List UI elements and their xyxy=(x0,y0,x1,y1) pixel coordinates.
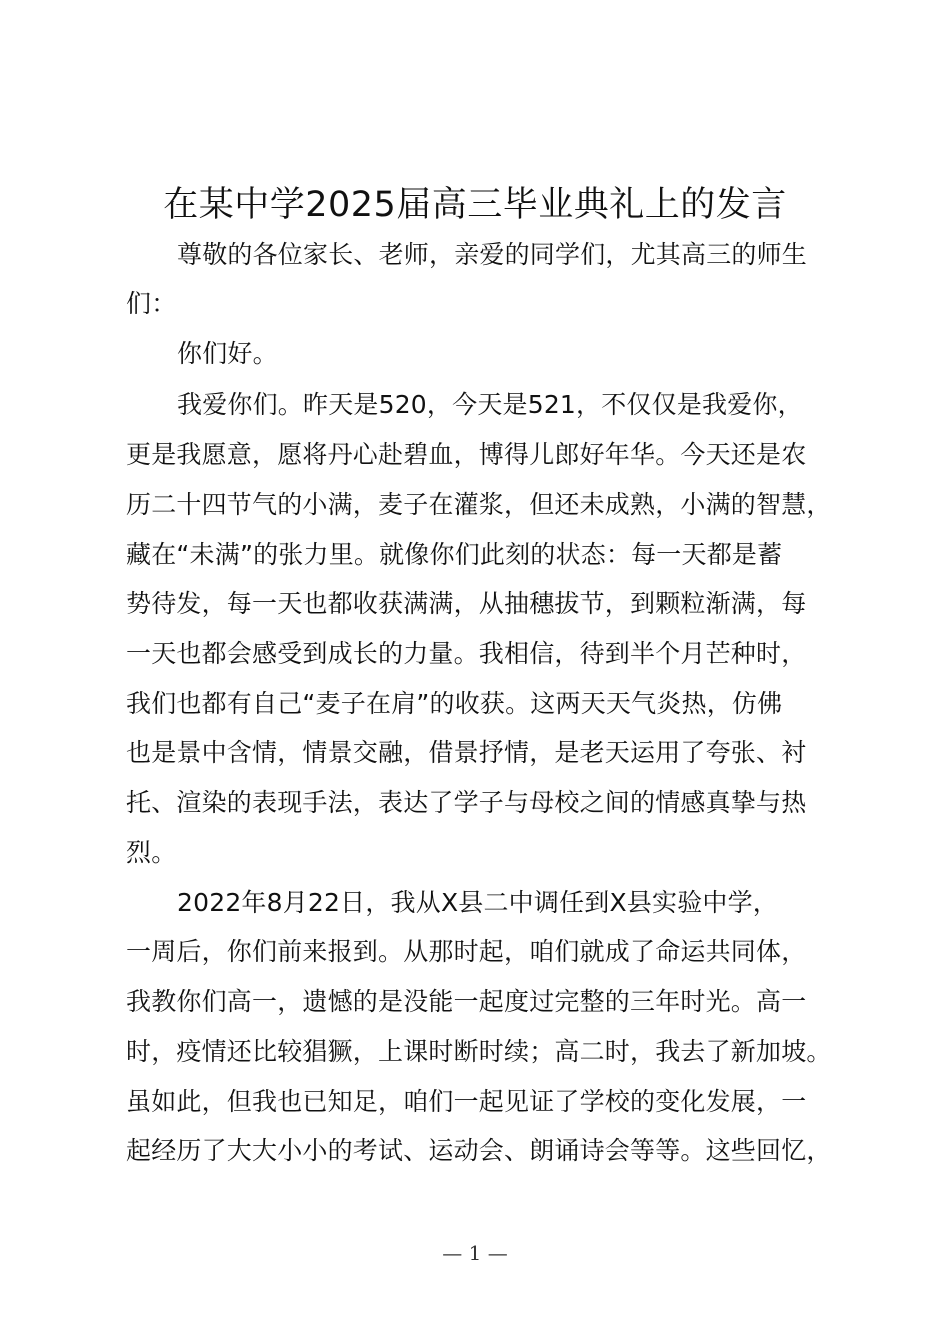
paragraph-line: 我们也都有自己“麦子在肩”的收获。这两天天气炎热，仿佛 xyxy=(126,689,783,718)
paragraph-line: 一周后，你们前来报到。从那时起，咱们就成了命运共同体， xyxy=(126,937,807,966)
paragraph-line: 历二十四节气的小满，麦子在灌浆，但还未成熟，小满的智慧， xyxy=(126,490,832,519)
greeting-line: 你们好。 xyxy=(177,339,278,368)
paragraph-line: 2022年8月22日，我从X县二中调任到X县实验中学， xyxy=(177,888,778,917)
paragraph-line: 我爱你们。昨天是520，今天是521，不仅仅是我爱你， xyxy=(177,390,803,419)
salutation-line-2: 们： xyxy=(126,289,177,318)
paragraph-line: 烈。 xyxy=(126,838,177,867)
paragraph-line: 虽如此，但我也已知足，咱们一起见证了学校的变化发展，一 xyxy=(126,1087,807,1116)
document-title: 在某中学2025届高三毕业典礼上的发言 xyxy=(163,185,787,225)
paragraph-line: 我教你们高一，遗憾的是没能一起度过完整的三年时光。高一 xyxy=(126,987,807,1016)
paragraph-line: 起经历了大大小小的考试、运动会、朗诵诗会等等。这些回忆， xyxy=(126,1136,832,1165)
paragraph-line: 托、渲染的表现手法，表达了学子与母校之间的情感真挚与热 xyxy=(126,788,807,817)
paragraph-line: 更是我愿意，愿将丹心赴碧血，博得儿郎好年华。今天还是农 xyxy=(126,440,807,469)
paragraph-line: 藏在“未满”的张力里。就像你们此刻的状态：每一天都是蓄 xyxy=(126,540,783,569)
paragraph-line: 时，疫情还比较猖獗，上课时断时续；高二时，我去了新加坡。 xyxy=(126,1037,832,1066)
paragraph-line: 一天也都会感受到成长的力量。我相信，待到半个月芒种时， xyxy=(126,639,807,668)
paragraph-line: 也是景中含情，情景交融，借景抒情，是老天运用了夸张、衬 xyxy=(126,738,807,767)
salutation-line-1: 尊敬的各位家长、老师，亲爱的同学们，尤其高三的师生 xyxy=(177,240,808,269)
page-number: — 1 — xyxy=(442,1241,508,1265)
paragraph-line: 势待发，每一天也都收获满满，从抽穗拔节，到颗粒渐满，每 xyxy=(126,589,807,618)
